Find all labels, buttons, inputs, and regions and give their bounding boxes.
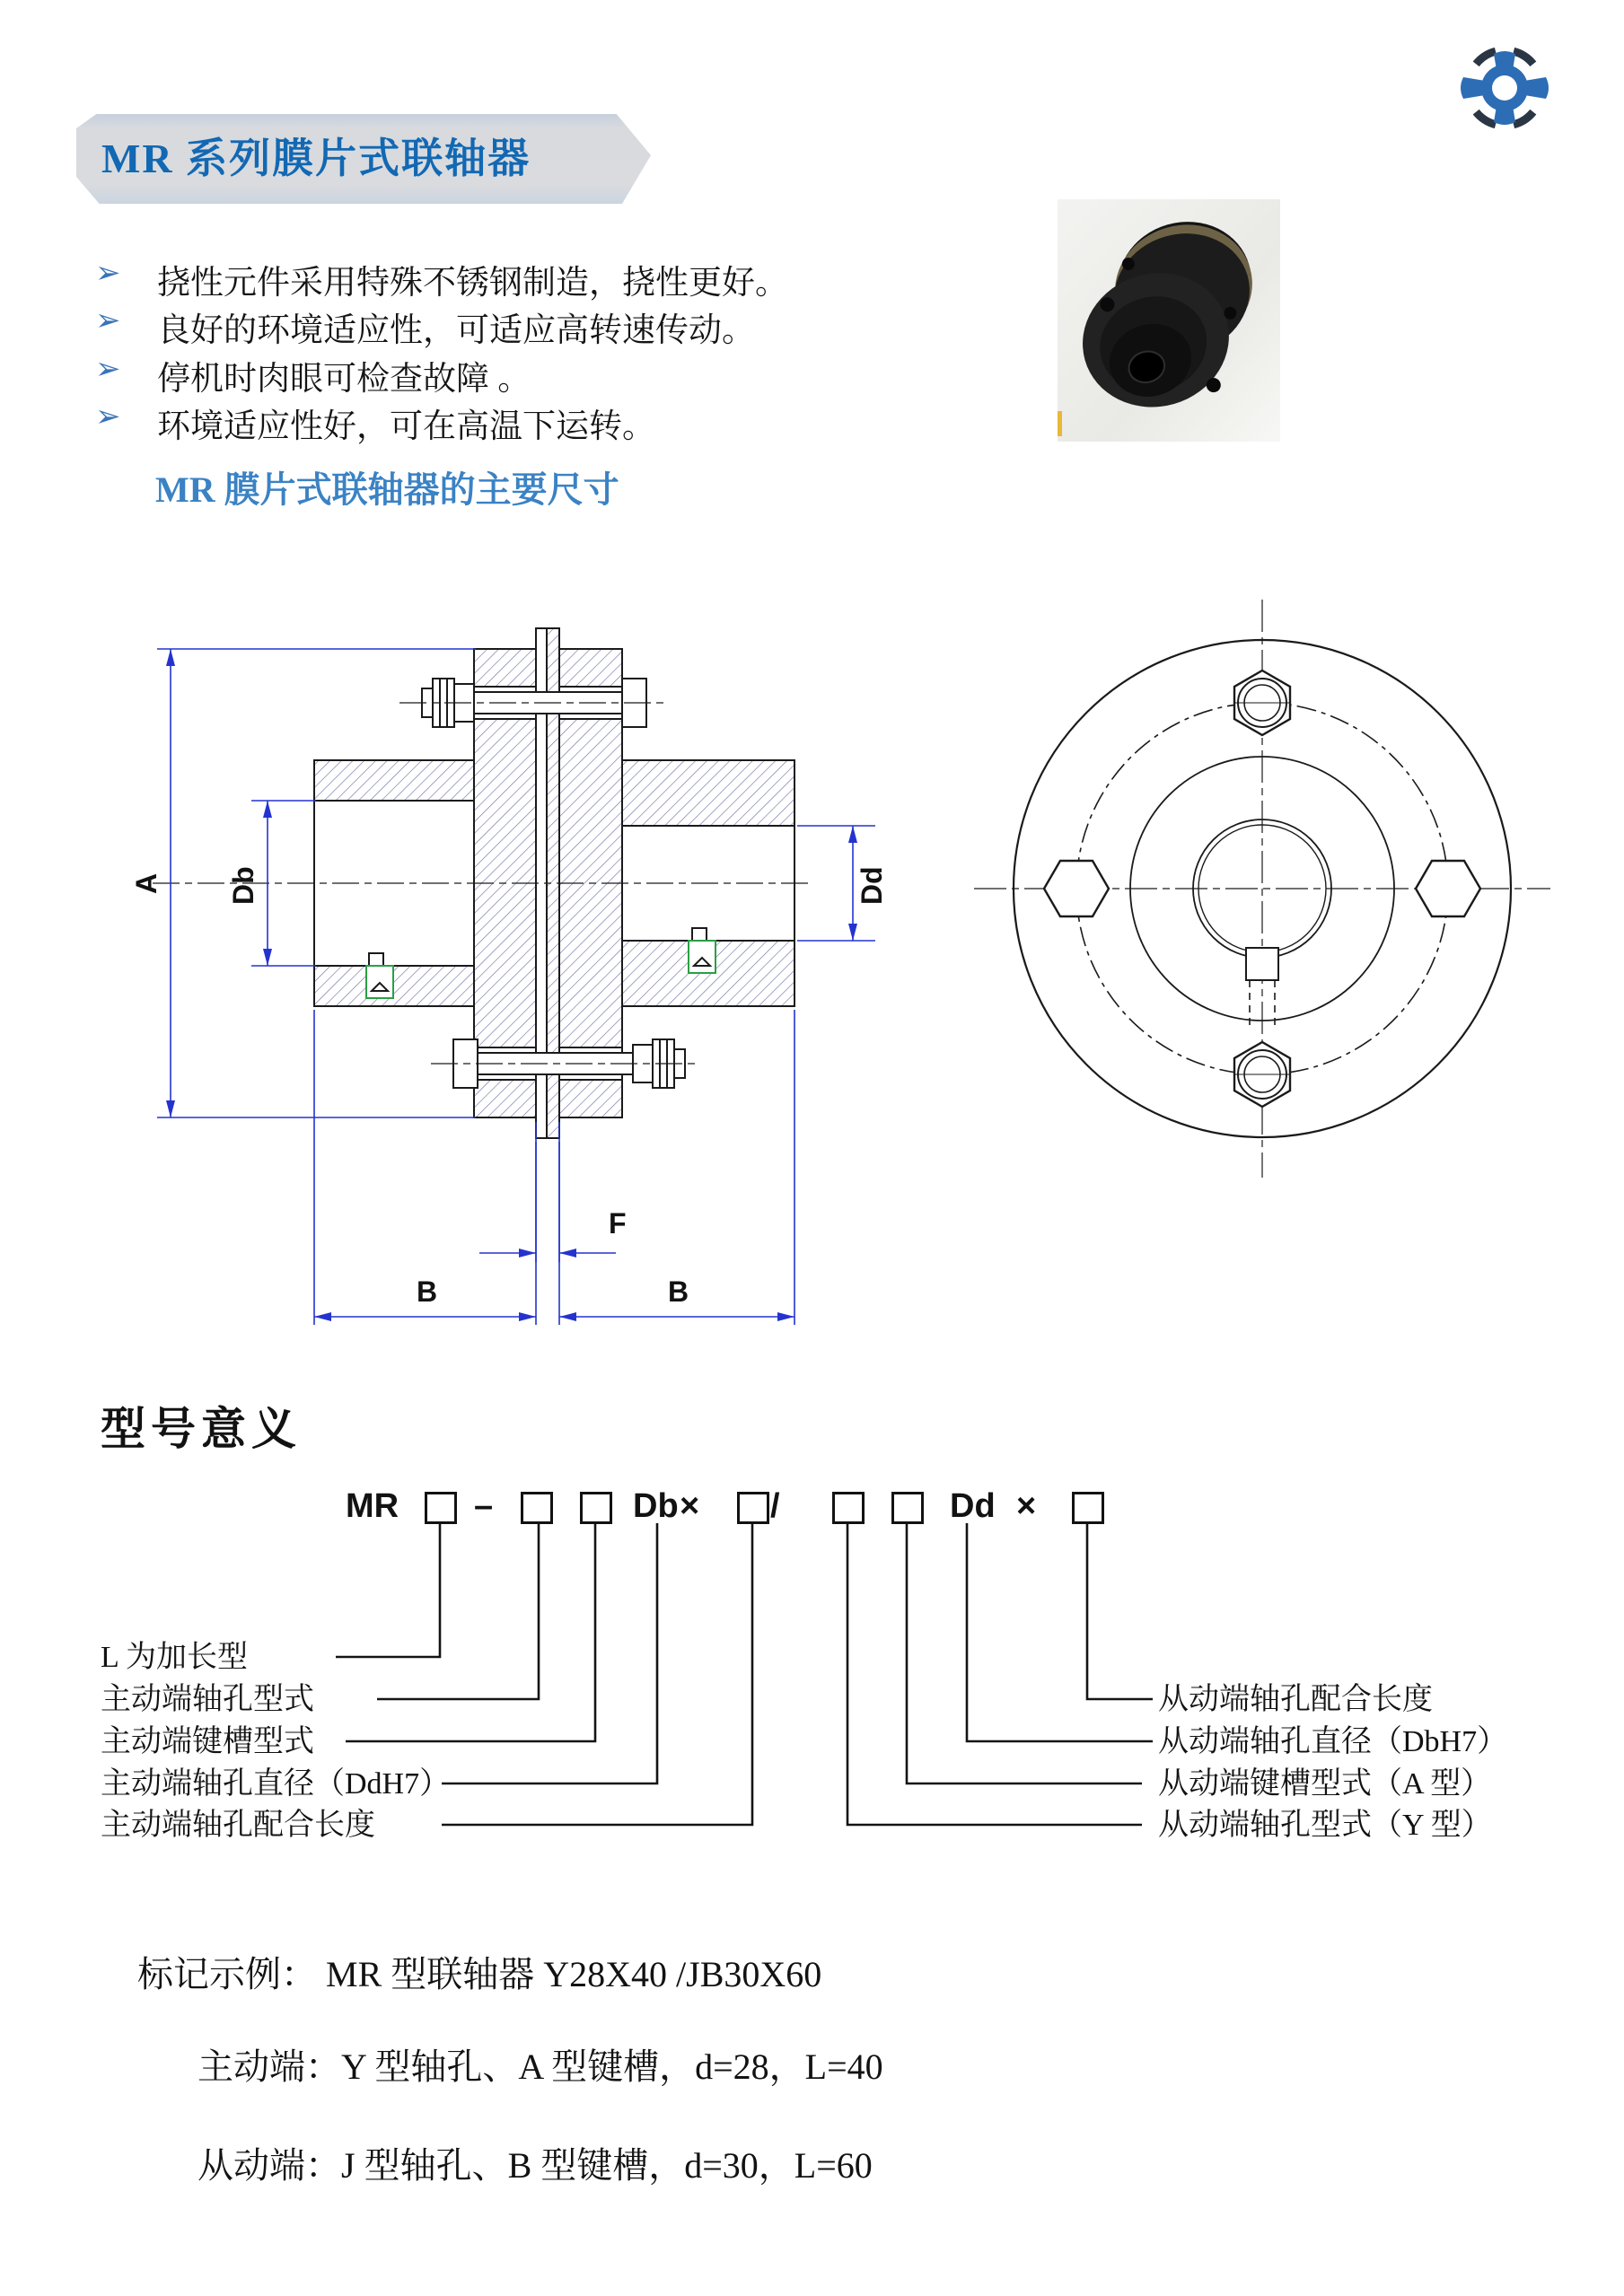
feature-text: 挠性元件采用特殊不锈钢制造，挠性更好。: [157, 265, 788, 302]
dim-label-A: A: [130, 872, 162, 894]
side-section-drawing: [117, 619, 925, 1337]
formula-dash: –: [474, 1487, 494, 1525]
feature-text: 停机时肉眼可检查故障 。: [157, 361, 531, 398]
page-title: MR 系列膜片式联轴器: [101, 136, 531, 181]
model-label-left: 主动端轴孔直径（DdH7）: [101, 1767, 451, 1801]
product-photo: [1058, 199, 1280, 442]
feature-text: 良好的环境适应性，可适应高转速传动。: [157, 312, 755, 349]
model-meaning-heading: 型号意义: [101, 1404, 302, 1454]
formula-dd-label: Dd: [950, 1487, 996, 1525]
model-label-right: 从动端轴孔配合长度: [1158, 1683, 1433, 1716]
dim-label-F: F: [609, 1207, 627, 1240]
dim-label-Db: Db: [227, 866, 259, 905]
example-title-line: [137, 1946, 821, 1997]
dimensions-subtitle: MR 膜片式联轴器的主要尺寸: [155, 469, 619, 510]
company-logo-icon: [1458, 39, 1551, 136]
model-label-left: L 为加长型: [101, 1641, 249, 1674]
model-label-right: 从动端轴孔直径（DbH7）: [1158, 1725, 1508, 1758]
example-label: 标记示例：: [137, 1954, 317, 1994]
front-view-drawing: [970, 574, 1562, 1203]
example-model: MR 型联轴器 Y28X40 /JB30X60: [326, 1954, 822, 1994]
formula-db-label: Db: [633, 1487, 679, 1525]
example-driven-line: 从动端：J 型轴孔、B 型键槽，d=30，L=60: [198, 2145, 873, 2186]
arrow-bullet-icon: ➢: [95, 257, 121, 290]
model-label-right: 从动端键槽型式（A 型）: [1158, 1767, 1492, 1801]
model-label-left: 主动端轴孔型式: [101, 1683, 314, 1716]
example-driving-line: 主动端：Y 型轴孔、A 型键槽，d=28，L=40: [198, 2046, 883, 2087]
model-label-left: 主动端轴孔配合长度: [101, 1809, 375, 1842]
feature-text: 环境适应性好，可在高温下运转。: [157, 408, 655, 445]
formula-prefix: MR: [346, 1487, 399, 1525]
arrow-bullet-icon: ➢: [95, 400, 121, 434]
formula-times: ×: [1016, 1487, 1037, 1525]
photo-edge-artifact: [1058, 411, 1062, 436]
arrow-bullet-icon: ➢: [95, 353, 121, 386]
model-label-left: 主动端键槽型式: [101, 1725, 314, 1758]
arrow-bullet-icon: ➢: [95, 304, 121, 337]
formula-times: ×: [680, 1487, 700, 1525]
dim-label-B-left: B: [417, 1275, 438, 1308]
model-label-right: 从动端轴孔型式（Y 型）: [1158, 1809, 1492, 1842]
dim-label-Dd: Dd: [856, 866, 888, 905]
dim-label-B-right: B: [668, 1275, 689, 1308]
formula-slash: /: [770, 1487, 780, 1525]
